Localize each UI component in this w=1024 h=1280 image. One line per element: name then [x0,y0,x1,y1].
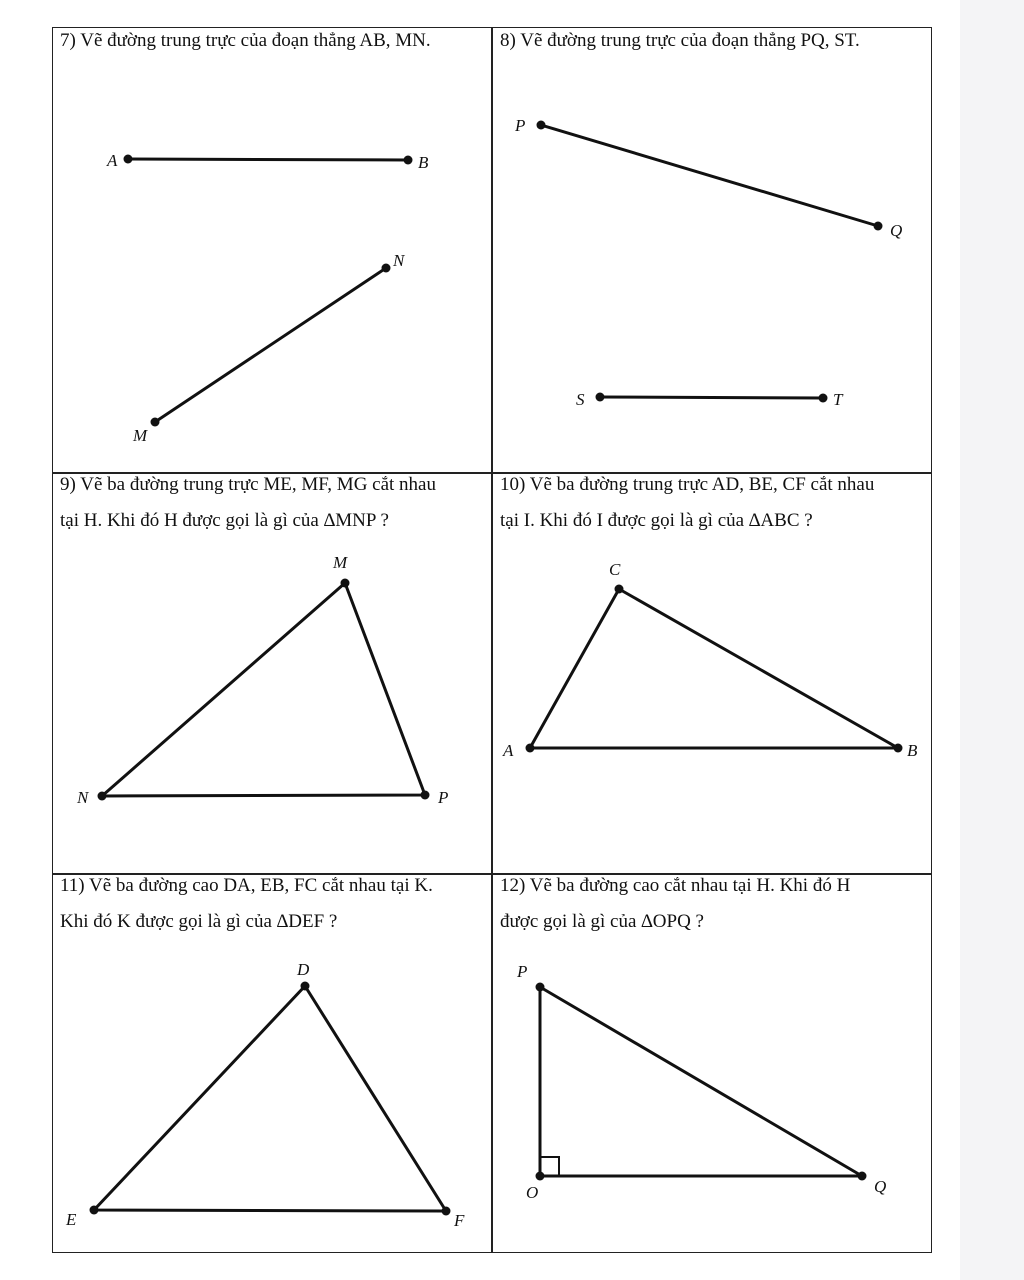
label-P8: P [515,116,526,135]
problem-12-line-1: 12) Vẽ ba đường cao cắt nhau tại H. Khi đó H [500,875,851,896]
problem-9-line-1: 9) Vẽ ba đường trung trực ME, MF, MG cắt nhau [60,474,436,495]
point-A7-dot [124,155,133,164]
label-A10: A [503,741,514,760]
label-N9: N [77,788,89,807]
triangle-ABC [530,589,898,748]
point-C10-dot [615,585,624,594]
point-N7-dot [382,264,391,273]
triangle-OPQ [540,987,862,1176]
point-O12-dot [536,1172,545,1181]
label-M7: M [133,426,148,445]
point-P12-dot [536,983,545,992]
problem-10-line-1: 10) Vẽ ba đường trung trực AD, BE, CF cắt nhau [500,474,875,495]
triangle-MNP [102,583,425,796]
point-N9-dot [98,792,107,801]
problem-11-line-2: Khi đó K được gọi là gì của ∆DEF ? [60,911,338,932]
label-P12: P [517,962,528,981]
label-E11: E [66,1210,77,1229]
label-Q12: Q [874,1177,887,1196]
point-D11-dot [301,982,310,991]
point-F11-dot [442,1207,451,1216]
segment-PQ [541,125,878,226]
label-A7: A [107,151,118,170]
label-N7: N [393,251,405,270]
label-M9: M [333,553,348,572]
triangle-DEF [94,986,446,1211]
problem-9-line-2: tại H. Khi đó H được gọi là gì của ∆MNP ? [60,510,389,531]
label-S8: S [576,390,585,409]
point-P9-dot [421,791,430,800]
label-T8: T [833,390,843,409]
point-E11-dot [90,1206,99,1215]
problem-7-line-1: 7) Vẽ đường trung trực của đoạn thẳng AB, MN. [60,30,431,51]
point-A10-dot [526,744,535,753]
problem-11-line-1: 11) Vẽ ba đường cao DA, EB, FC cắt nhau tại K. [60,875,433,896]
label-P9: P [438,788,449,807]
point-B7-dot [404,156,413,165]
label-D11: D [297,960,310,979]
problem-10-line-2: tại I. Khi đó I được gọi là gì của ∆ABC ? [500,510,813,531]
point-M9-dot [341,579,350,588]
label-O12: O [526,1183,539,1202]
segment-ST [600,397,823,398]
label-C10: C [609,560,621,579]
point-Q8-dot [874,222,883,231]
point-B10-dot [894,744,903,753]
point-Q12-dot [858,1172,867,1181]
point-S8-dot [596,393,605,402]
segment-MN [155,268,386,422]
problem-12-line-2: được gọi là gì của ∆OPQ ? [500,911,704,932]
label-B10: B [907,741,918,760]
problem-8-line-1: 8) Vẽ đường trung trực của đoạn thẳng PQ, ST. [500,30,860,51]
label-B7: B [418,153,429,172]
point-T8-dot [819,394,828,403]
label-Q8: Q [890,221,903,240]
point-P8-dot [537,121,546,130]
point-M7-dot [151,418,160,427]
label-F11: F [454,1211,465,1230]
segment-AB [128,159,408,160]
